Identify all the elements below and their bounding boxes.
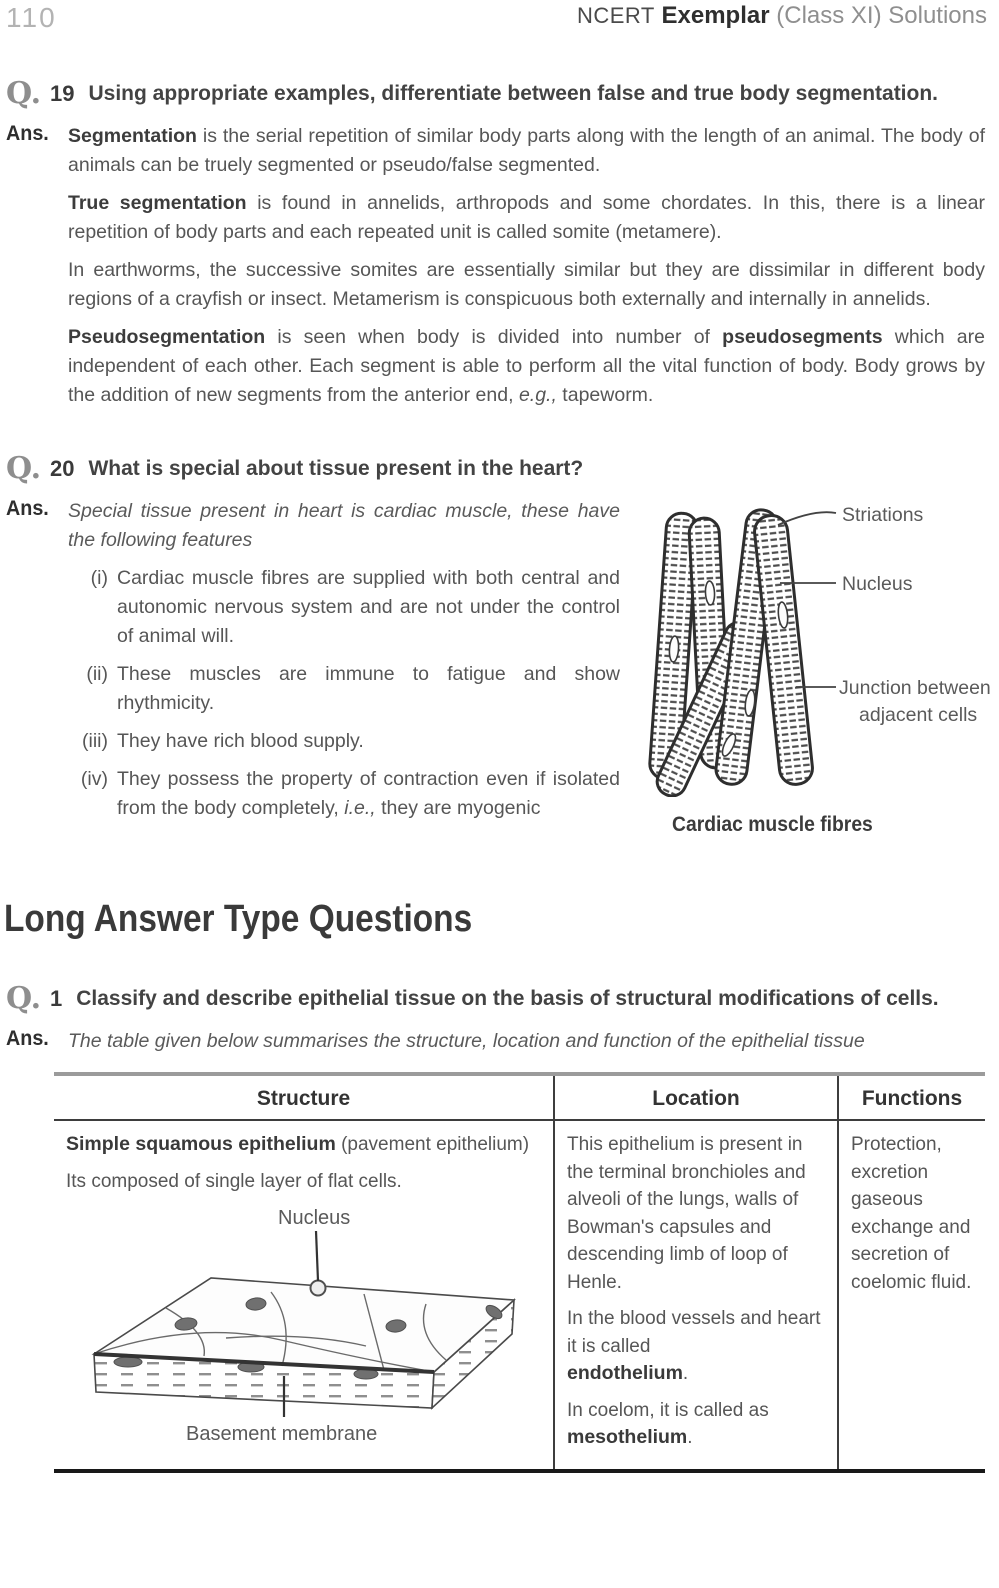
paragraph-text: is seen when body is divided into number of bbox=[265, 326, 723, 348]
list-item-number: (iv) bbox=[80, 768, 108, 790]
figure-label-basement-membrane: Basement membrane bbox=[186, 1423, 378, 1445]
answer-paragraph: In earthworms, the successive somites are essentially similar but they are dissimilar in different body regions of a crayfish or insect. Metamerism is conspicuous both externally and internally in annelids. bbox=[68, 259, 985, 310]
question-text: Classify and describe epithelial tissue on the basis of structural modifications of cells. bbox=[76, 987, 939, 1010]
structure-description: Its composed of single layer of flat cells. bbox=[66, 1170, 402, 1192]
paragraph-text: is found in annelids, arthropods and some chordates. In this, there is a linear repetition of body parts and each repeated unit is called somite (metamere). bbox=[68, 192, 985, 243]
paragraph-text: In the blood vessels and heart it is called bbox=[567, 1308, 821, 1357]
table-header-structure: Structure bbox=[256, 1087, 351, 1110]
question-number: 19 bbox=[50, 81, 75, 106]
answer-1 bbox=[0, 1027, 999, 1056]
section-title: Long Answer Type Questions bbox=[4, 898, 473, 940]
table-header-functions: Functions bbox=[837, 1076, 985, 1119]
list-item bbox=[68, 564, 620, 651]
page-number: 110 bbox=[6, 2, 57, 33]
table-header-row bbox=[54, 1076, 985, 1121]
list-item-text: Cardiac muscle fibres are supplied with both central and autonomic nervous system and are not under the control of animal will. bbox=[117, 567, 620, 647]
list-item-number: (i) bbox=[90, 567, 108, 589]
answer-paragraph bbox=[68, 323, 985, 410]
question-text: Using appropriate examples, differentiate between false and true body segmentation. bbox=[88, 82, 939, 105]
question-text: What is special about tissue present in the heart? bbox=[88, 457, 584, 480]
page-header bbox=[0, 0, 999, 34]
answer-paragraph bbox=[68, 122, 985, 180]
table-header-location: Location bbox=[553, 1076, 837, 1119]
cardiac-muscle-figure bbox=[628, 497, 999, 797]
term-bold: Segmentation bbox=[68, 125, 197, 147]
cell-location bbox=[553, 1121, 837, 1469]
structure-title bbox=[66, 1131, 541, 1159]
answer-19 bbox=[0, 122, 999, 419]
term-bold: Simple squamous epithelium bbox=[66, 1133, 336, 1155]
header-rest: (Class XI) Solutions bbox=[776, 2, 987, 29]
term-bold: endothelium bbox=[567, 1362, 683, 1384]
answer-body bbox=[68, 497, 999, 839]
paragraph-text: they are myogenic bbox=[375, 797, 541, 819]
paragraph-text: . bbox=[682, 1363, 689, 1384]
table-row bbox=[54, 1121, 985, 1469]
term-bold: pseudosegments bbox=[722, 326, 883, 348]
question-number: 1 bbox=[50, 986, 63, 1011]
header-ncert: NCERT bbox=[576, 3, 655, 28]
latin-abbrev: e.g., bbox=[518, 384, 557, 406]
figure-label-junction-line2: adjacent cells bbox=[859, 704, 978, 726]
list-item-text: These muscles are immune to fatigue and show rhythmicity. bbox=[117, 663, 620, 714]
question-label: Q. bbox=[6, 981, 42, 1016]
term-bold: Pseudosegmentation bbox=[68, 326, 266, 348]
figure-caption: Cardiac muscle fibres bbox=[672, 813, 873, 836]
figure-label-striations: Striations bbox=[842, 504, 924, 526]
location-paragraph bbox=[567, 1397, 825, 1452]
paragraph-text: . bbox=[687, 1427, 693, 1448]
answer-paragraph bbox=[68, 189, 985, 247]
cell-structure bbox=[54, 1121, 553, 1469]
leader-line-nucleus bbox=[316, 1231, 318, 1281]
answer-label: Ans. bbox=[6, 497, 49, 520]
paragraph-text: which are independent of each other. Each segment is able to perform all the vital function of body. Body grows by the addition of new segments from the anterior end, bbox=[68, 326, 985, 406]
answer-body bbox=[68, 122, 985, 419]
question-number: 20 bbox=[50, 456, 75, 481]
list-item-number: (iii) bbox=[82, 730, 108, 752]
figure-label-junction-line1: Junction between bbox=[839, 677, 991, 699]
latin-abbrev: i.e., bbox=[344, 797, 376, 819]
list-item bbox=[68, 660, 620, 718]
list-item-text bbox=[117, 765, 620, 823]
term-bold: True segmentation bbox=[68, 192, 247, 214]
figure-label-nucleus: Nucleus bbox=[278, 1207, 351, 1229]
question-1 bbox=[0, 983, 999, 1015]
location-paragraph: This epithelium is present in the terminal bronchioles and alveoli of the lungs, walls of Bowman's capsules and descending limb of loop of Henle. bbox=[567, 1134, 806, 1293]
header-title bbox=[577, 2, 987, 30]
epithelium-table bbox=[54, 1072, 985, 1473]
squamous-epithelium-figure bbox=[66, 1204, 538, 1452]
paragraph-text: tapeworm. bbox=[556, 384, 654, 406]
paragraph-text: is the serial repetition of similar body parts along with the length of an animal. The body of animals can be truely segmented or pseudo/false segmented. bbox=[68, 125, 985, 176]
question-label: Q. bbox=[6, 76, 42, 111]
question-label: Q. bbox=[6, 451, 42, 486]
figure-column bbox=[628, 497, 999, 839]
figure-label-nucleus: Nucleus bbox=[842, 573, 913, 595]
paragraph-text: In coelom, it is called as bbox=[567, 1399, 769, 1421]
list-item bbox=[68, 727, 620, 756]
list-item-number: (ii) bbox=[86, 663, 108, 685]
answer-label: Ans. bbox=[6, 122, 49, 145]
header-exemplar: Exemplar bbox=[661, 2, 770, 29]
list-item-text: They have rich blood supply. bbox=[117, 730, 364, 752]
answer-text-column bbox=[68, 497, 620, 839]
cell-functions: Protection, excretion gaseous exchange and secretion of coelomic fluid. bbox=[837, 1121, 985, 1469]
answer-intro: The table given below summarises the structure, location and function of the epithelial tissue bbox=[68, 1030, 865, 1052]
question-19 bbox=[0, 78, 999, 110]
answer-label: Ans. bbox=[6, 1027, 49, 1050]
list-item bbox=[68, 765, 620, 823]
location-paragraph bbox=[567, 1305, 825, 1388]
paragraph-text: (pavement epithelium) bbox=[335, 1134, 530, 1155]
paragraph-text: They possess the property of contraction even if isolated from the body completely, bbox=[117, 768, 620, 819]
answer-intro: Special tissue present in heart is cardiac muscle, these have the following features bbox=[68, 500, 620, 551]
question-20 bbox=[0, 453, 999, 485]
term-bold: mesothelium bbox=[567, 1426, 688, 1448]
answer-20 bbox=[0, 497, 999, 839]
